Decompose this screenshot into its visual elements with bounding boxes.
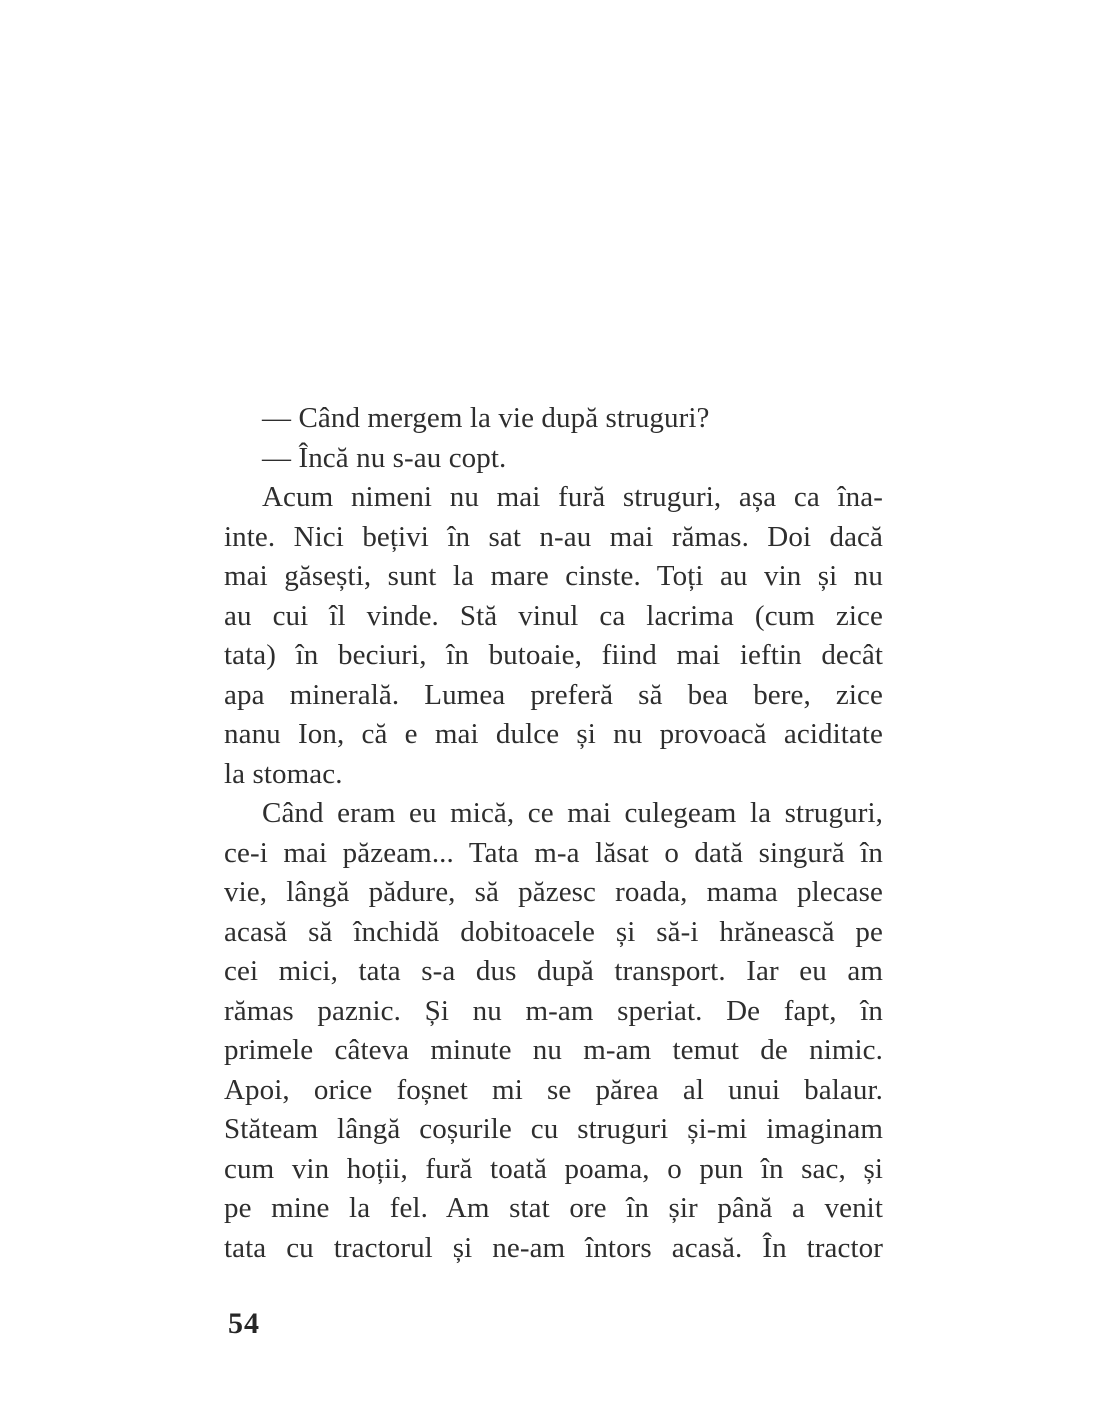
text-line: ce-i mai păzeam... Tata m-a lăsat o dată singură în xyxy=(224,836,883,869)
text-line: cei mici, tata s-a dus după transport. Iar eu am xyxy=(224,955,883,987)
text-line: Când eram eu mică, ce mai culegeam la struguri, xyxy=(262,797,883,829)
text-line: pe mine la fel. Am stat ore în șir până a venit xyxy=(224,1192,883,1224)
dialogue-line: — Când mergem la vie după struguri? xyxy=(262,402,710,434)
text-line: apa minerală. Lumea preferă să bea bere, zice xyxy=(224,678,883,711)
text-line: acasă să închidă dobitoacele și să-i hrănească pe xyxy=(224,915,883,948)
text-line: tata cu tractorul și ne-am întors acasă. În tractor xyxy=(224,1231,883,1264)
text-line: vie, lângă pădure, să păzesc roada, mama plecase xyxy=(224,876,883,908)
text-line: primele câteva minute nu m-am temut de nimic. xyxy=(224,1034,883,1066)
text-line: Stăteam lângă coșurile cu struguri și-mi imaginam xyxy=(224,1113,883,1145)
text-line: au cui îl vinde. Stă vinul ca lacrima (cum zice xyxy=(224,599,883,632)
text-line: rămas paznic. Și nu m-am speriat. De fapt, în xyxy=(224,994,883,1027)
text-line: tata) în beciuri, în butoaie, fiind mai ieftin decât xyxy=(224,639,883,671)
paragraph-end-line: la stomac. xyxy=(224,757,343,790)
text-line: Acum nimeni nu mai fură struguri, așa ca îna- xyxy=(262,481,883,513)
text-line: nanu Ion, că e mai dulce și nu provoacă aciditate xyxy=(224,718,883,750)
dialogue-line: — Încă nu s-au copt. xyxy=(262,441,507,474)
body-text-block xyxy=(224,399,883,1268)
text-line: cum vin hoții, fură toată poama, o pun în sac, și xyxy=(224,1152,883,1185)
page-number: 54 xyxy=(228,1307,260,1340)
text-line: mai găsești, sunt la mare cinste. Toți au vin și nu xyxy=(224,560,883,592)
text-line: Apoi, orice foșnet mi se părea al unui balaur. xyxy=(224,1073,883,1106)
text-line: inte. Nici bețivi în sat n-au mai rămas. Doi dacă xyxy=(224,520,883,553)
